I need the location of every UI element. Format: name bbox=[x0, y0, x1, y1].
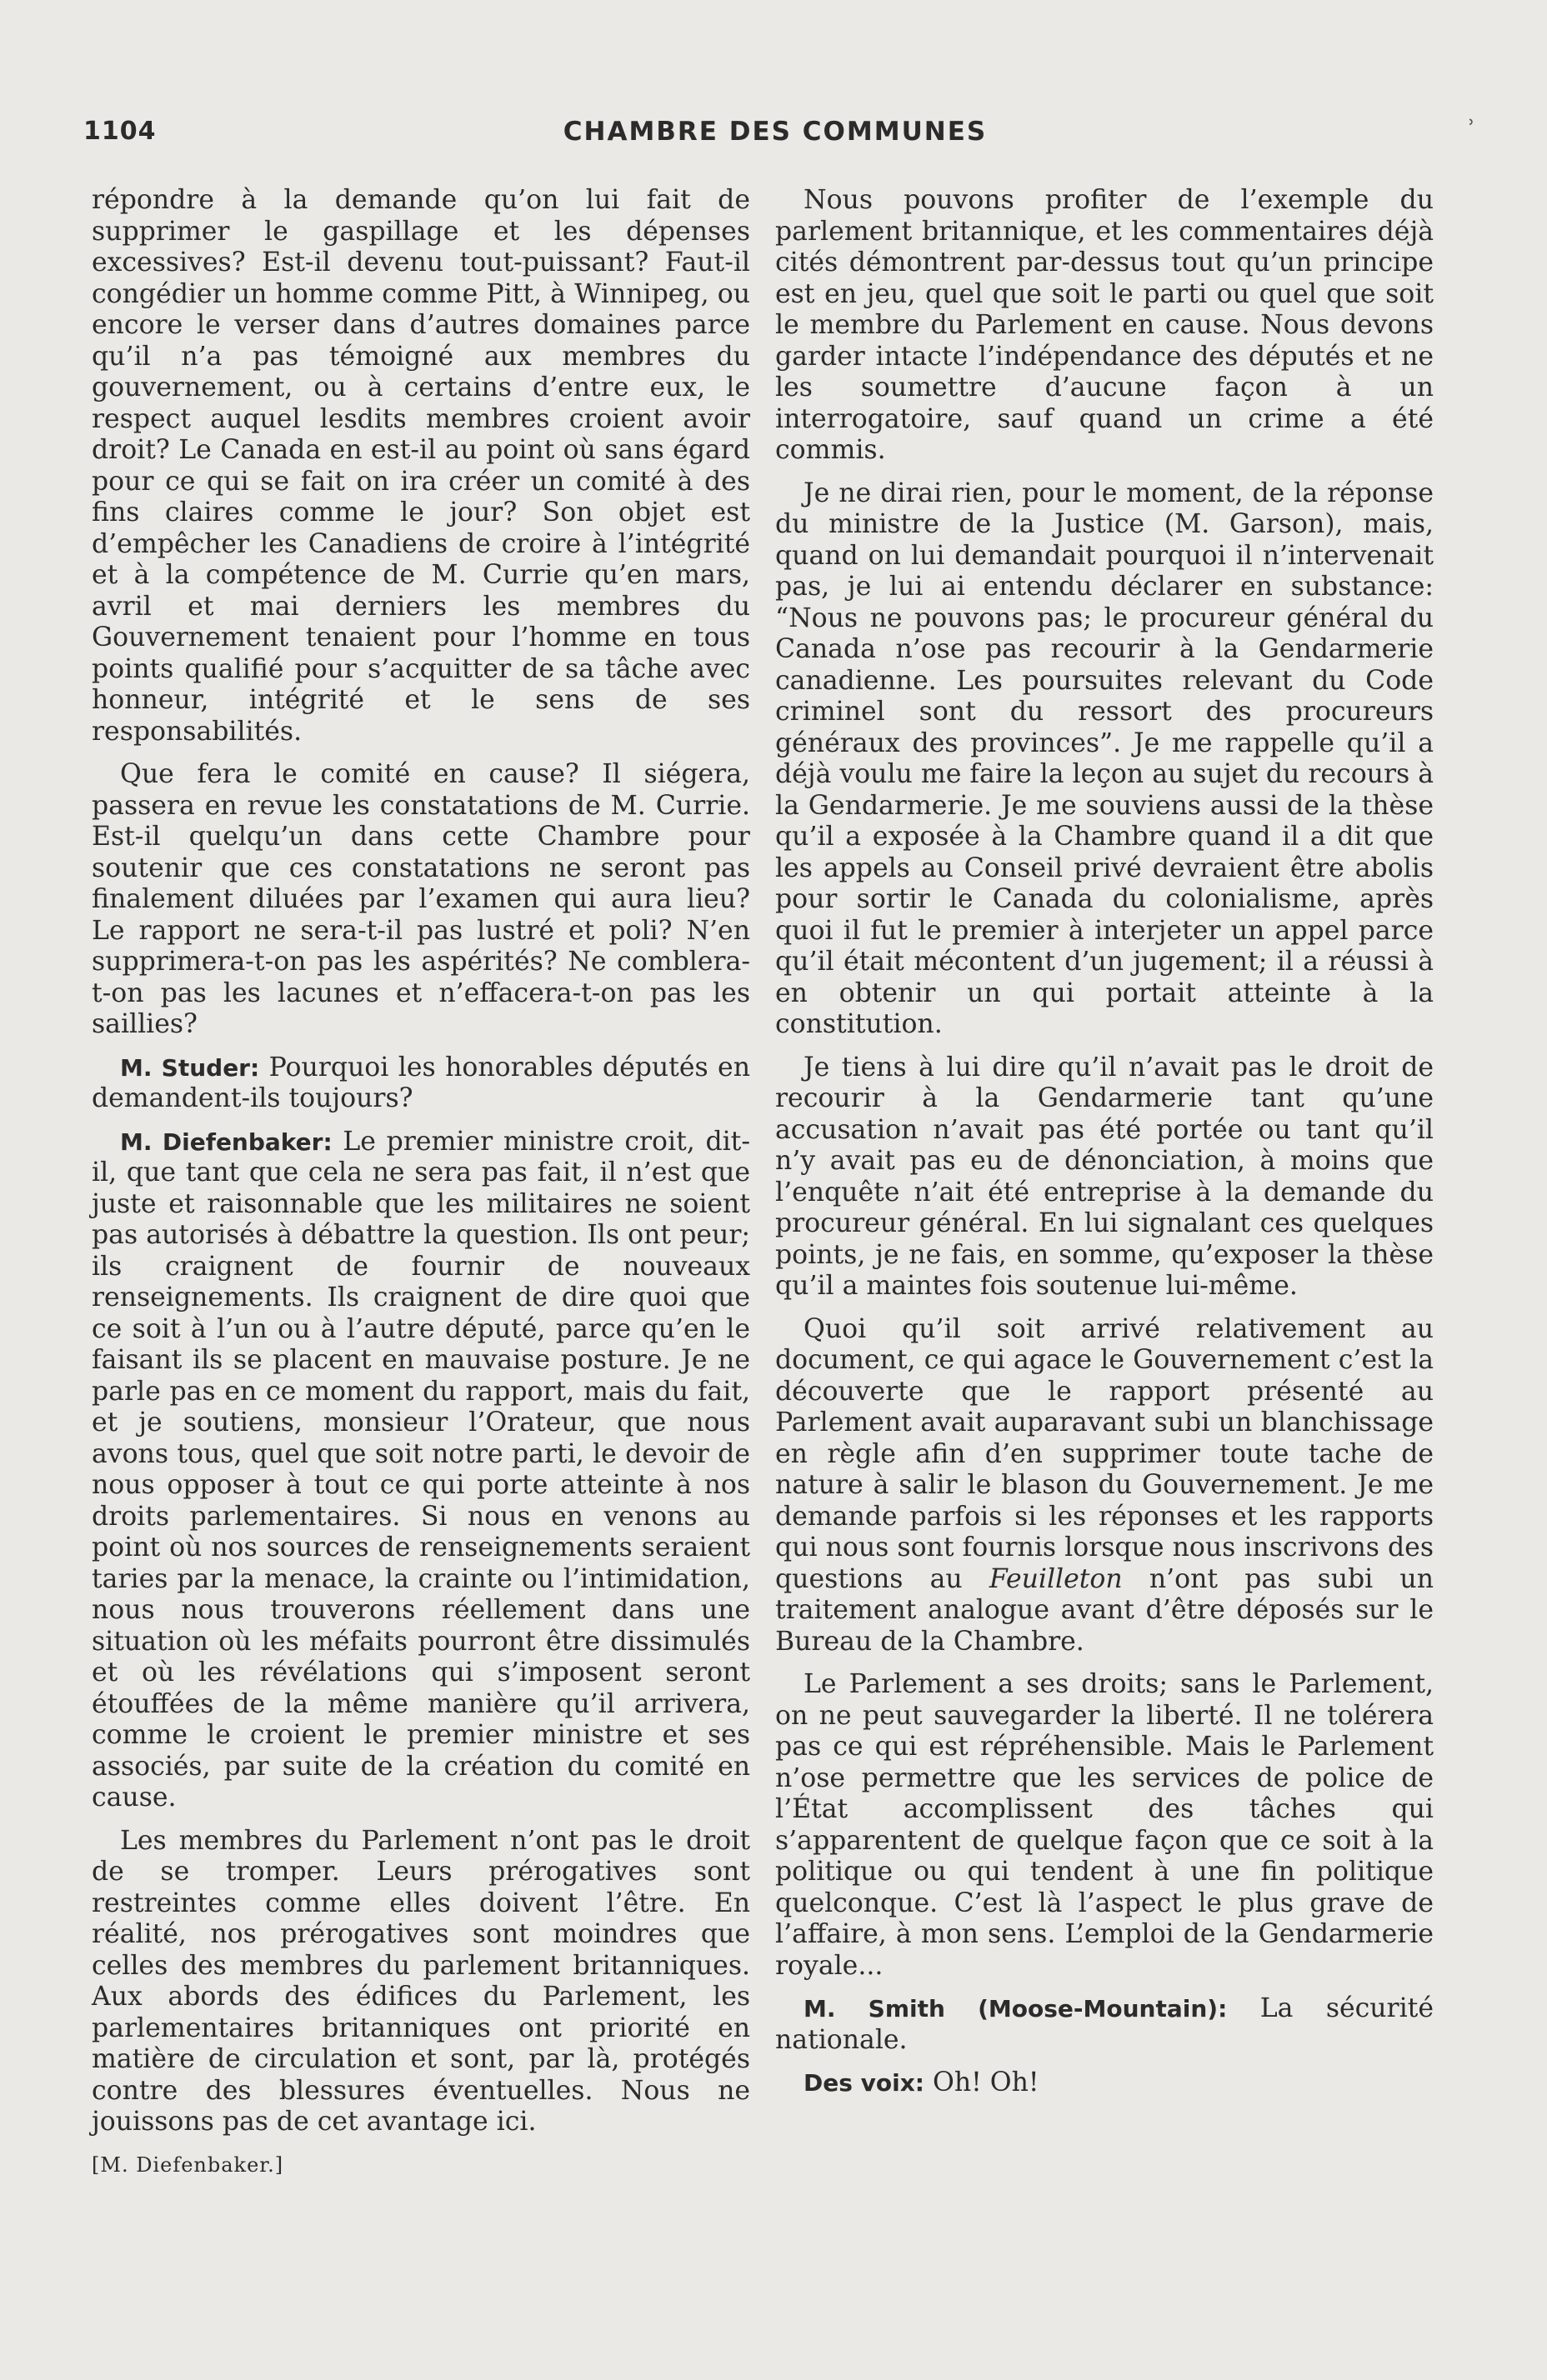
speech-studer bbox=[92, 1052, 750, 1115]
right-column bbox=[775, 185, 1434, 2111]
speaker-name: Des voix: bbox=[804, 2069, 924, 2097]
paragraph: Je tiens à lui dire qu’il n’avait pas le droit de recourir à la Gendarmerie tant qu’une accusation n’avait pas été portée ou tant qu’il n’y avait pas eu de dénonciation, à moins que l’enquête n’ait été entreprise à la demande du procureur général. En lui signalant ces quelques points, je ne fais, en somme, qu’exposer la thèse qu’il a maintes fois soutenue lui-même. bbox=[775, 1052, 1434, 1301]
speaker-name: M. Diefenbaker: bbox=[120, 1128, 333, 1156]
speaker-signature: [M. Diefenbaker.] bbox=[92, 2152, 284, 2177]
speaker-name: M. Studer: bbox=[120, 1053, 260, 1082]
paragraph bbox=[775, 1314, 1434, 1658]
speech-diefenbaker bbox=[92, 1127, 750, 1814]
italic-term: Feuilleton bbox=[989, 1563, 1123, 1594]
speech-text: La sécurité nationale. bbox=[775, 1993, 1434, 2055]
speech-smith bbox=[775, 1993, 1434, 2056]
page-number: 1104 bbox=[83, 117, 157, 146]
speech-voices bbox=[775, 2068, 1434, 2099]
margin-mark: ʾ bbox=[1468, 115, 1475, 142]
speaker-name: M. Smith (Moose-Mountain): bbox=[804, 1995, 1228, 2022]
paragraph: Je ne dirai rien, pour le moment, de la réponse du ministre de la Justice (M. Garson), mais, quand on lui demandait pourquoi il n’intervenait pas, je lui ai entendu déclarer en substance: “Nous ne pouvons pas; le procureur général du Canada n’ose pas recourir à la Gendarmerie canadienne. Les poursuites relevant du Code criminel sont du ressort des procureurs généraux des provinces”. Je me rappelle qu’il a déjà voulu me faire la leçon au sujet du recours à la Gendarmerie. Je me souviens aussi de la thèse qu’il a exposée à la Chambre quand il a dit que les appels au Conseil privé devraient être abolis pour sortir le Canada du colonialisme, après quoi il fut le premier à interjeter un appel parce qu’il était mécontent d’un jugement; il a réussi à en obtenir un qui portait atteinte à la constitution. bbox=[775, 478, 1434, 1039]
text-segment: n’ont pas subi un traitement analogue avant d’être déposés sur le Bureau de la Chambre. bbox=[775, 1563, 1434, 1657]
speech-text: Pourquoi les honorables députés en demandent-ils toujours? bbox=[92, 1052, 750, 1113]
running-title: CHAMBRE DES COMMUNES bbox=[563, 117, 988, 147]
text-segment: Quoi qu’il soit arrivé relativement au document, ce qui agace le Gouvernement c’est la découverte que le rapport présenté au Parlement avait auparavant subi un blanchissage en règle afin d’en supprimer toute tache de nature à salir le blason du Gouvernement. Je me demande parfois si les réponses et les rapports qui nous sont fournis lorsque nous inscrivons des questions au bbox=[775, 1313, 1434, 1594]
paragraph: Nous pouvons profiter de l’exemple du parlement britannique, et les commentaires déjà cités démontrent par-dessus tout qu’un principe est en jeu, quel que soit le parti ou quel que soit le membre du Parlement en cause. Nous devons garder intacte l’indépendance des députés et ne les soumettre d’aucune façon à un interrogatoire, sauf quand un crime a été commis. bbox=[775, 185, 1434, 465]
speech-text: Oh! Oh! bbox=[924, 2068, 1039, 2098]
paragraph: répondre à la demande qu’on lui fait de supprimer le gaspillage et les dépenses excessives? Est-il devenu tout-puissant? Faut-il congédier un homme comme Pitt, à Winnipeg, ou encore le verser dans d’autres domaines parce qu’il n’a pas témoigné aux membres du gouvernement, ou à certains d’entre eux, le respect auquel lesdits membres croient avoir droit? Le Canada en est-il au point où sans égard pour ce qui se fait on ira créer un comité à des fins claires comme le jour? Son objet est d’empêcher les Canadiens de croire à l’intégrité et à la compétence de M. Currie qu’en mars, avril et mai derniers les membres du Gouvernement tenaient pour l’homme en tous points qualifié pour s’acquitter de sa tâche avec honneur, intégrité et le sens de ses responsabilités. bbox=[92, 185, 750, 747]
speech-text: Le premier ministre croit, dit-il, que tant que cela ne sera pas fait, il n’est que juste et raisonnable que les militaires ne soient pas autorisés à débattre la question. Ils ont peur; ils craignent de fournir de nouveaux renseignements. Ils craignent de dire quoi que ce soit à l’un ou à l’autre député, parce qu’en le faisant ils se placent en mauvaise posture. Je ne parle pas en ce moment du rapport, mais du fait, et je soutiens, monsieur l’Orateur, que nous avons tous, quel que soit notre parti, le devoir de nous opposer à tout ce qui porte atteinte à nos droits parlementaires. Si nous en venons au point où nos sources de renseignements seraient taries par la menace, la crainte ou l’intimidation, nous nous trouverons réellement dans une situation où les méfaits pourront être dissimulés et où les révélations qui s’imposent seront étouffées de la même manière qu’il arrivera, comme le croient le premier ministre et ses associés, par suite de la création du comité en cause. bbox=[92, 1126, 750, 1812]
paragraph: Que fera le comité en cause? Il siégera, passera en revue les constatations de M. Currie. Est-il quelqu’un dans cette Chambre pour soutenir que ces constatations ne seront pas finalement diluées par l’examen qui aura lieu? Le rapport ne sera-t-il pas lustré et poli? N’en supprimera-t-on pas les aspérités? Ne comblera-t-on pas les lacunes et n’effacera-t-on pas les saillies? bbox=[92, 759, 750, 1039]
paragraph: Les membres du Parlement n’ont pas le droit de se tromper. Leurs prérogatives sont restreintes comme elles doivent l’être. En réalité, nos prérogatives sont moindres que celles des membres du parlement britanniques. Aux abords des édifices du Parlement, les parlementaires britanniques ont priorité en matière de circulation et sont, par là, protégés contre des blessures éventuelles. Nous ne jouissons pas de cet avantage ici. bbox=[92, 1825, 750, 2137]
left-column bbox=[92, 185, 750, 2181]
page-header bbox=[83, 117, 1467, 158]
paragraph: Le Parlement a ses droits; sans le Parlement, on ne peut sauvegarder la liberté. Il ne tolérera pas ce qui est répréhensible. Mais le Parlement n’ose permettre que les services de police de l’État accomplissent des tâches qui s’apparentent de quelque façon que ce soit à la politique ou qui tendent à une fin politique quelconque. C’est là l’aspect le plus grave de l’affaire, à mon sens. L’emploi de la Gendarmerie royale... bbox=[775, 1669, 1434, 1981]
